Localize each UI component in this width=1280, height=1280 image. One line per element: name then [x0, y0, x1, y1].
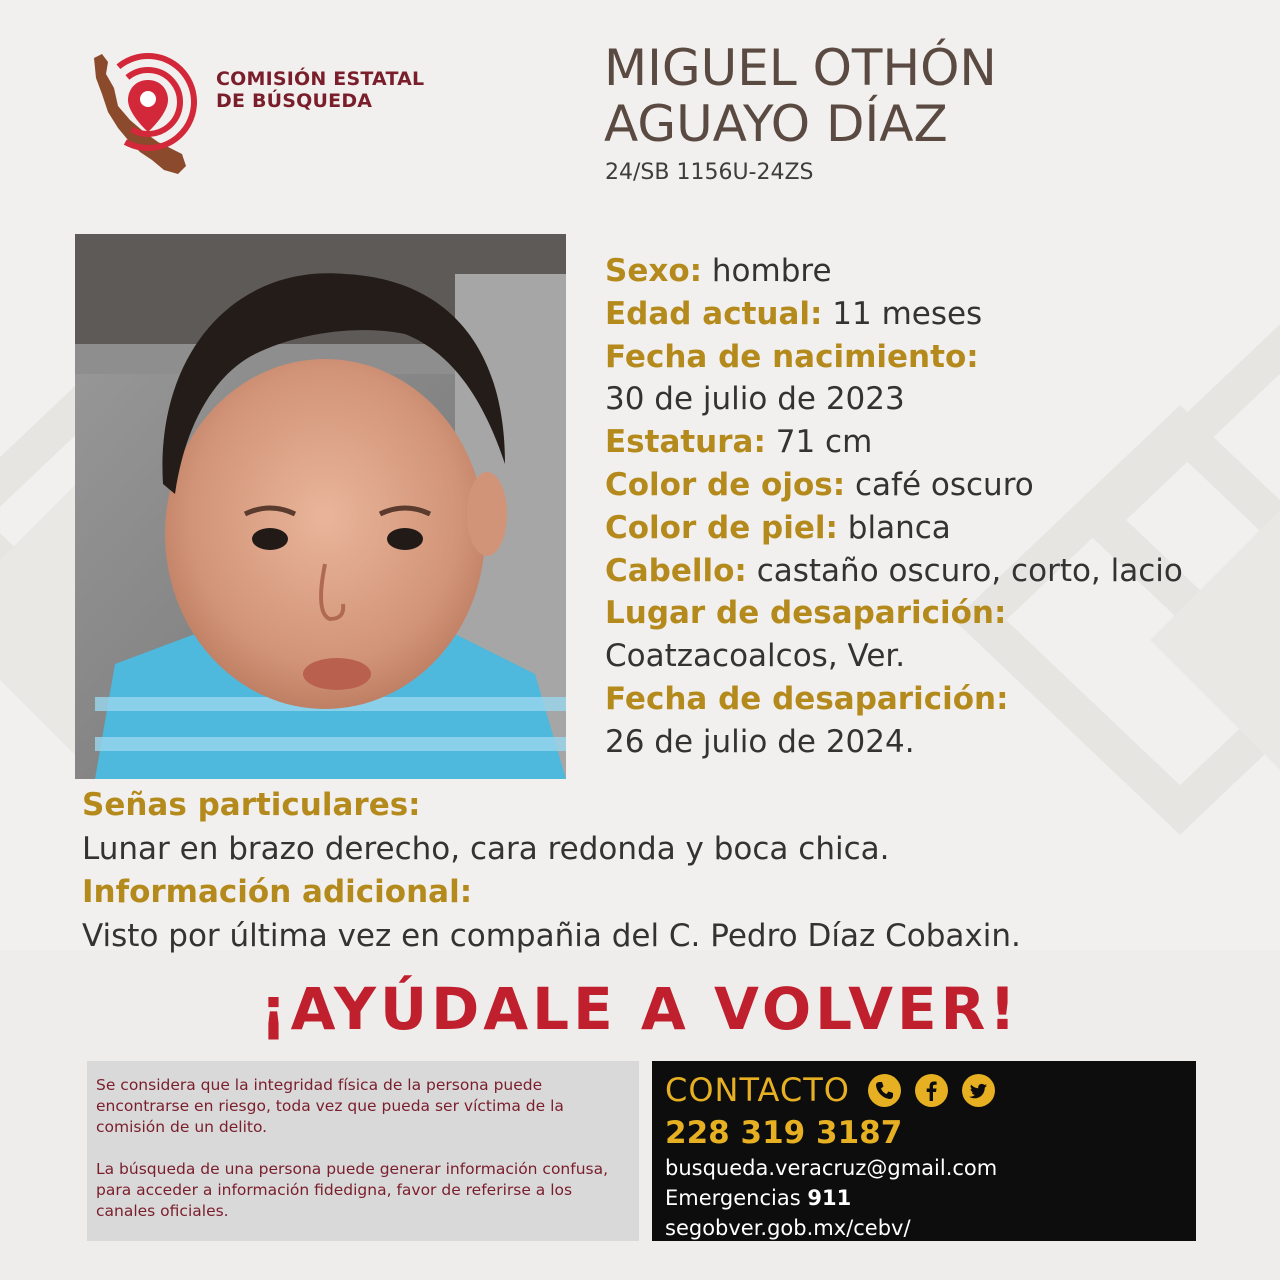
detail-cabello — [605, 550, 1183, 593]
disclaimer-box — [87, 1061, 639, 1241]
contact-header — [665, 1067, 1196, 1113]
detail-value: 11 meses — [832, 295, 983, 332]
contact-box — [652, 1061, 1196, 1241]
detail-sexo — [605, 250, 1183, 293]
detail-label: Fecha de desaparición: — [605, 680, 1009, 717]
logo-line-1: COMISIÓN ESTATAL — [216, 68, 425, 90]
contact-website[interactable]: segobver.gob.mx/cebv/ — [665, 1216, 911, 1240]
detail-fecha-nacimiento-value — [605, 378, 1183, 421]
contact-title: CONTACTO — [665, 1071, 850, 1109]
detail-label: Cabello: — [605, 552, 747, 589]
contact-email[interactable]: busqueda.veracruz@gmail.com — [665, 1156, 998, 1180]
person-name — [604, 40, 997, 152]
detail-label: Color de piel: — [605, 509, 838, 546]
detail-color-piel — [605, 507, 1183, 550]
name-line-1: MIGUEL OTHÓN — [604, 39, 997, 97]
detail-fecha-desaparicion-label — [605, 678, 1183, 721]
emergency-label: Emergencias — [665, 1186, 801, 1210]
logo-line-2: DE BÚSQUEDA — [216, 90, 373, 112]
detail-label: Color de ojos: — [605, 466, 846, 503]
veracruz-map-logo — [78, 44, 438, 184]
detail-value: 71 cm — [775, 424, 873, 461]
additional-value: Visto por última vez en compañia del C. Pedro Díaz Cobaxin. — [82, 917, 1021, 954]
call-to-action: ¡AYÚDALE A VOLVER! — [260, 975, 1020, 1043]
case-code: 24/SB 1156U-24ZS — [605, 160, 814, 185]
disclaimer-paragraph-1: Se considera que la integridad física de la persona puede encontrarse en riesgo, toda vez que pueda ser víctima de la comisión de un delito. — [96, 1076, 564, 1136]
detail-label: Fecha de nacimiento: — [605, 338, 979, 375]
contact-emergency — [665, 1183, 1196, 1213]
twitter-icon[interactable] — [962, 1074, 995, 1107]
detail-edad — [605, 293, 1183, 336]
detail-label: Lugar de desaparición: — [605, 595, 1007, 632]
detail-label: Estatura: — [605, 424, 766, 461]
detail-value: castaño oscuro, corto, lacio — [756, 552, 1183, 589]
emergency-number[interactable]: 911 — [807, 1186, 852, 1210]
detail-value: café oscuro — [855, 466, 1034, 503]
detail-estatura — [605, 421, 1183, 464]
detail-label: Sexo: — [605, 253, 703, 289]
additional-label: Información adicional: — [82, 874, 473, 910]
detail-fecha-nacimiento-label — [605, 336, 1183, 379]
phone-icon[interactable] — [868, 1074, 901, 1107]
detail-lugar-label — [605, 592, 1183, 635]
contact-phone[interactable]: 228 319 3187 — [665, 1115, 903, 1151]
detail-value: blanca — [847, 509, 951, 546]
facebook-icon[interactable] — [915, 1074, 948, 1107]
child-photo — [75, 234, 566, 779]
disclaimer-paragraph-2: La búsqueda de una persona puede generar información confusa, para acceder a información fidedigna, favor de referirse a los canales oficiales. — [96, 1160, 609, 1220]
name-line-2: AGUAYO DÍAZ — [604, 95, 948, 153]
logo-text — [216, 68, 424, 112]
detail-lugar-value — [605, 635, 1183, 678]
detail-value: 30 de julio de 2023 — [605, 381, 905, 418]
details-list — [605, 250, 1183, 764]
detail-color-ojos — [605, 464, 1183, 507]
detail-fecha-desaparicion-value — [605, 721, 1183, 764]
detail-value: 26 de julio de 2024. — [605, 723, 915, 760]
marks-section — [82, 784, 1021, 958]
detail-value: Coatzacoalcos, Ver. — [605, 638, 906, 675]
marks-value: Lunar en brazo derecho, cara redonda y boca chica. — [82, 830, 890, 867]
marks-label: Señas particulares: — [82, 787, 421, 823]
detail-value: hombre — [711, 253, 832, 289]
detail-label: Edad actual: — [605, 295, 823, 332]
